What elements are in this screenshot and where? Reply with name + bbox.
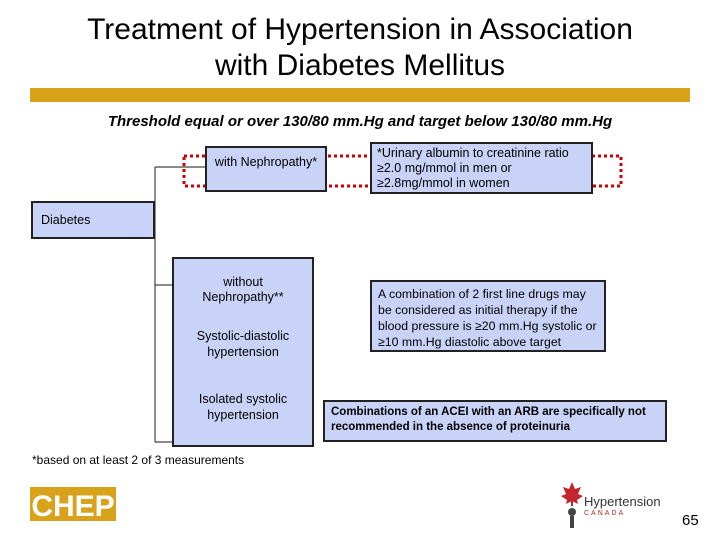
hypertension-canada-logo xyxy=(560,480,584,533)
albumin-ratio-box xyxy=(370,142,593,194)
threshold-subtitle: Threshold equal or over 130/80 mm.Hg and target below 130/80 mm.Hg xyxy=(107,113,613,130)
title-line-2: with Diabetes Mellitus xyxy=(214,49,506,82)
svg-text:CHEP: CHEP xyxy=(31,490,115,523)
hypertension-canada-name: Hypertension xyxy=(584,494,661,509)
combination-therapy-text: A combination of 2 first line drugs may be considered as initial therapy if the blood pressure is ≥20 mm.Hg systolic or ≥10 mm.Hg diastolic above target xyxy=(378,287,597,349)
chep-logo xyxy=(30,484,116,531)
isolated-systolic-label: Isolated systolic hypertension xyxy=(198,392,288,422)
without-nephropathy-label: without Nephropathy** xyxy=(202,275,284,304)
diabetes-box xyxy=(31,201,155,239)
acei-arb-box xyxy=(323,400,667,442)
title-line-1: Treatment of Hypertension in Association xyxy=(87,13,633,46)
with-nephropathy-box xyxy=(205,146,327,192)
without-nephropathy-box xyxy=(172,257,314,447)
acei-arb-text: Combinations of an ACEI with an ARB are specifically not recommended in the absence of proteinuria xyxy=(331,406,646,433)
albumin-ratio-text: *Urinary albumin to creatinine ratio ≥2.0 mg/mmol in men or ≥2.8mg/mmol in women xyxy=(377,146,569,190)
hypertension-canada-sub: CANADA xyxy=(584,510,626,517)
page-number: 65 xyxy=(682,512,699,529)
footnote: *based on at least 2 of 3 measurements xyxy=(32,453,245,467)
systolic-diastolic-label: Systolic-diastolic hypertension xyxy=(196,329,290,359)
diabetes-label: Diabetes xyxy=(41,213,91,227)
combination-therapy-box xyxy=(370,280,606,352)
with-nephropathy-label: with Nephropathy* xyxy=(214,155,318,169)
maple-leaf-icon xyxy=(560,480,584,528)
